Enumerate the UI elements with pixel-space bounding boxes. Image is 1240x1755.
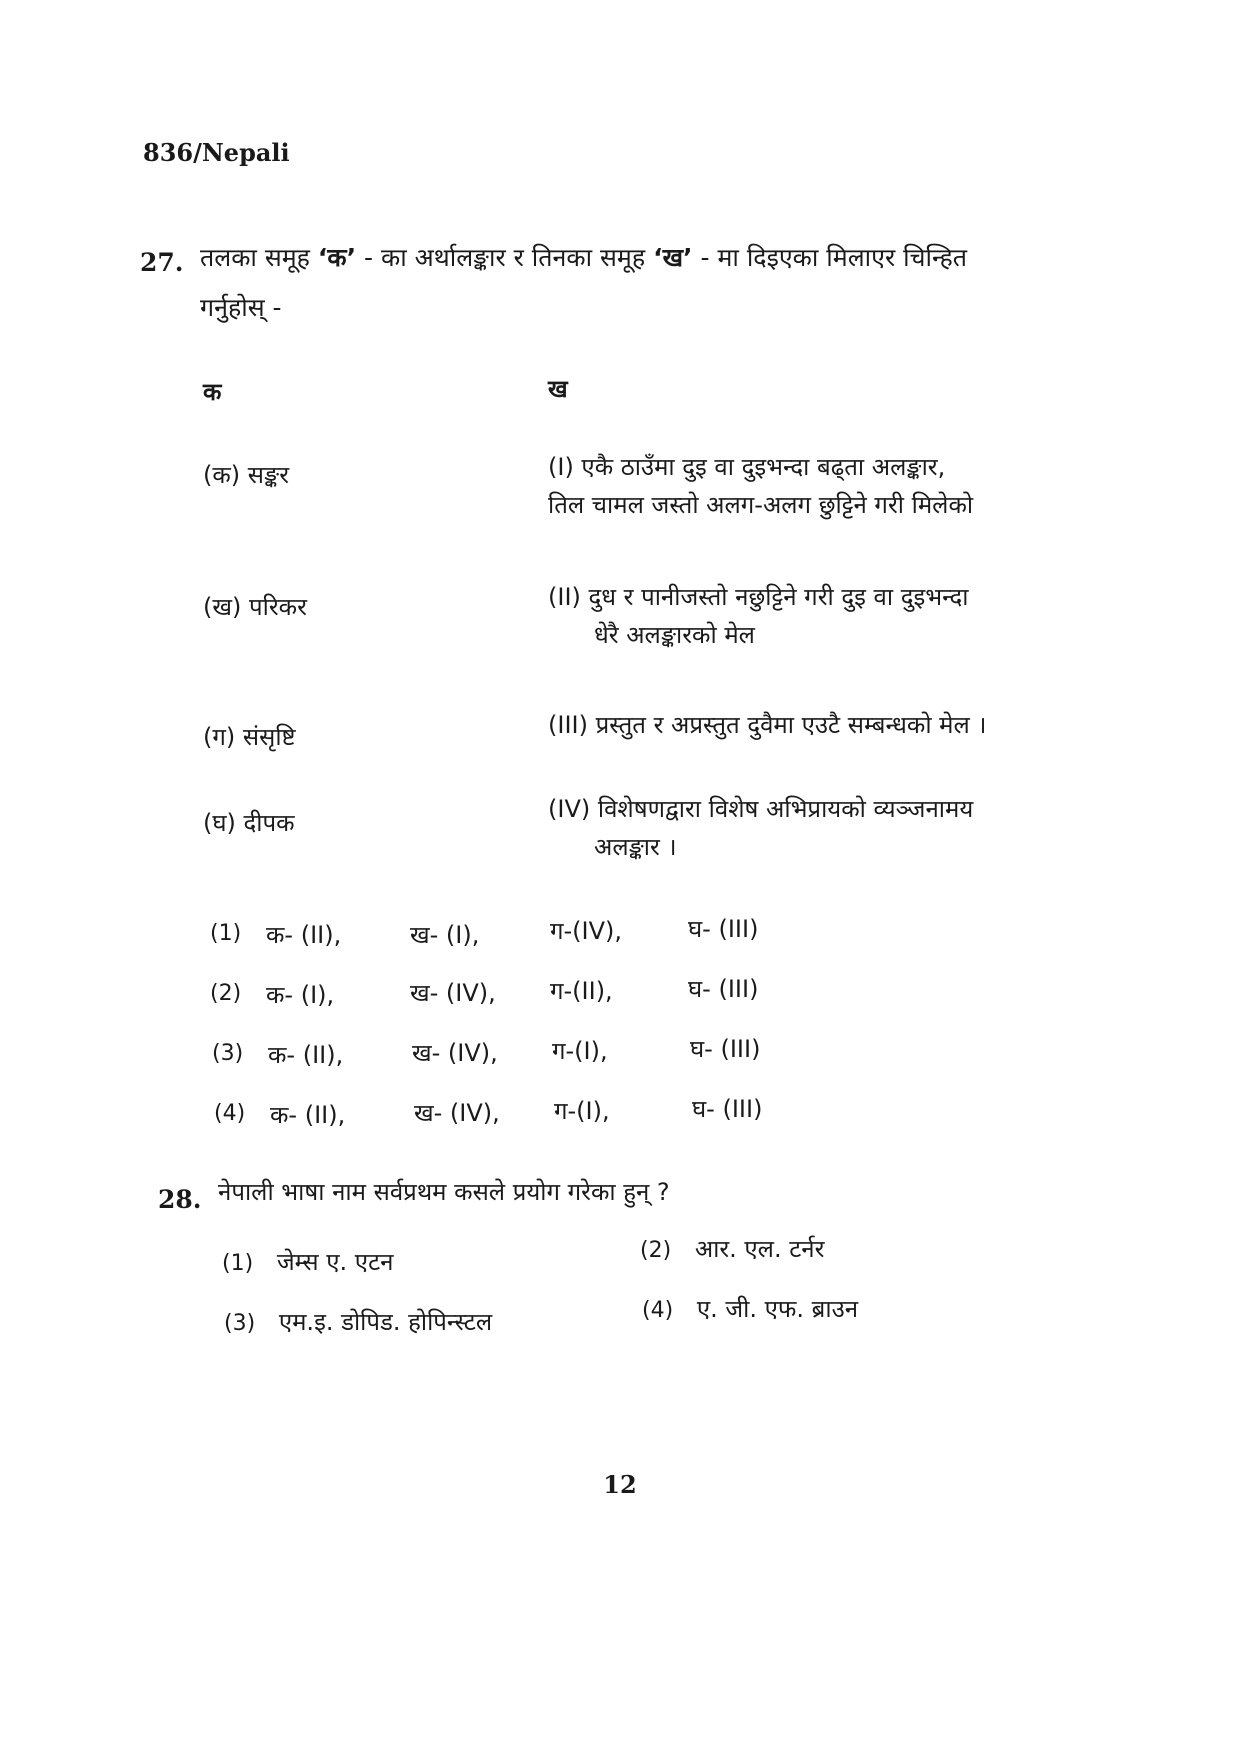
stem-text-part2: - का अर्थालङ्कार र तिनका समूह — [356, 243, 654, 272]
option-a-match: क- (II), — [268, 1041, 344, 1069]
match-item-b4 — [548, 790, 973, 866]
option-text: ए. जी. एफ. ब्राउन — [696, 1295, 859, 1323]
option-c-match: ग-(II), — [550, 977, 613, 1005]
option-number: (2) — [210, 981, 242, 1006]
match-item-b2 — [548, 578, 968, 654]
option-d-match: घ- (III) — [692, 1095, 763, 1123]
q27-option-1[interactable] — [210, 915, 759, 949]
match-item-a2: (ख) परिकर — [203, 593, 307, 621]
q27-option-3[interactable] — [212, 1035, 761, 1069]
stem-text-part1: तलका समूह — [200, 243, 310, 272]
option-d-match: घ- (III) — [690, 1035, 761, 1063]
page-number: 12 — [603, 1470, 637, 1499]
option-c-match: ग-(I), — [552, 1037, 608, 1065]
question-27-stem-line2: गर्नुहोस् - — [200, 293, 282, 322]
column-a-heading: क — [203, 378, 222, 406]
column-b-heading: ख — [548, 375, 568, 403]
exam-code-header: 836/Nepali — [143, 138, 290, 167]
option-number: (3) — [212, 1041, 244, 1066]
option-number: (4) — [642, 1298, 674, 1323]
option-number: (1) — [210, 921, 242, 946]
match-item-b4-line2: अलङ्कार । — [594, 833, 677, 861]
option-c-match: ग-(IV), — [550, 917, 623, 945]
group-a-label: ‘क’ — [317, 243, 357, 272]
q28-option-1[interactable] — [222, 1245, 394, 1278]
question-28-stem: नेपाली भाषा नाम सर्वप्रथम कसले प्रयोग गरेका हुन् ? — [218, 1178, 670, 1206]
option-number: (3) — [224, 1311, 256, 1336]
match-item-a1: (क) सङ्कर — [203, 461, 290, 489]
option-a-match: क- (I), — [266, 981, 335, 1009]
stem-text-part3: - मा दिइएका मिलाएर चिन्हित — [692, 243, 967, 272]
option-text: एम.इ. डोपिड. होपिन्स्टल — [278, 1308, 493, 1336]
option-a-match: क- (II), — [266, 921, 342, 949]
match-item-b2-line1: (II) दुध र पानीजस्तो नछुट्टिने गरी दुइ वा दुइभन्दा — [548, 583, 969, 611]
question-28-number: 28. — [158, 1185, 202, 1214]
option-number: (2) — [640, 1238, 672, 1263]
option-d-match: घ- (III) — [688, 975, 759, 1003]
match-item-b1-line1: (I) एकै ठाउँमा दुइ वा दुइभन्दा बढ्ता अलङ्कार, — [548, 453, 946, 481]
option-b-match: ख- (IV), — [414, 1099, 500, 1127]
match-item-b3: (III) प्रस्तुत र अप्रस्तुत दुवैमा एउटै सम्बन्धको मेल । — [548, 711, 987, 739]
match-item-a3: (ग) संसृष्टि — [203, 723, 296, 751]
q28-option-4[interactable] — [642, 1292, 858, 1325]
match-item-a4: (घ) दीपक — [203, 809, 295, 837]
match-item-b1-line2: तिल चामल जस्तो अलग-अलग छुट्टिने गरी मिलेको — [548, 491, 974, 519]
option-b-match: ख- (I), — [410, 921, 480, 949]
question-27-number: 27. — [140, 248, 184, 277]
option-number: (1) — [222, 1251, 254, 1276]
q27-option-2[interactable] — [210, 975, 759, 1009]
q28-option-2[interactable] — [640, 1232, 824, 1265]
option-b-match: ख- (IV), — [410, 979, 496, 1007]
option-d-match: घ- (III) — [688, 915, 759, 943]
match-item-b4-line1: (IV) विशेषणद्वारा विशेष अभिप्रायको व्यञ्जनामय — [548, 795, 974, 823]
q28-option-3[interactable] — [224, 1305, 492, 1338]
q27-option-4[interactable] — [214, 1095, 763, 1129]
group-b-label: ‘ख’ — [653, 243, 693, 272]
match-item-b2-line2: धेरै अलङ्कारको मेल — [594, 621, 755, 649]
option-text: जेम्स ए. एटन — [276, 1248, 394, 1276]
option-text: आर. एल. टर्नर — [694, 1235, 825, 1263]
option-number: (4) — [214, 1101, 246, 1126]
option-c-match: ग-(I), — [554, 1097, 610, 1125]
match-item-b1 — [548, 448, 973, 524]
question-27-stem-line1 — [200, 240, 967, 274]
option-b-match: ख- (IV), — [412, 1039, 498, 1067]
option-a-match: क- (II), — [270, 1101, 346, 1129]
